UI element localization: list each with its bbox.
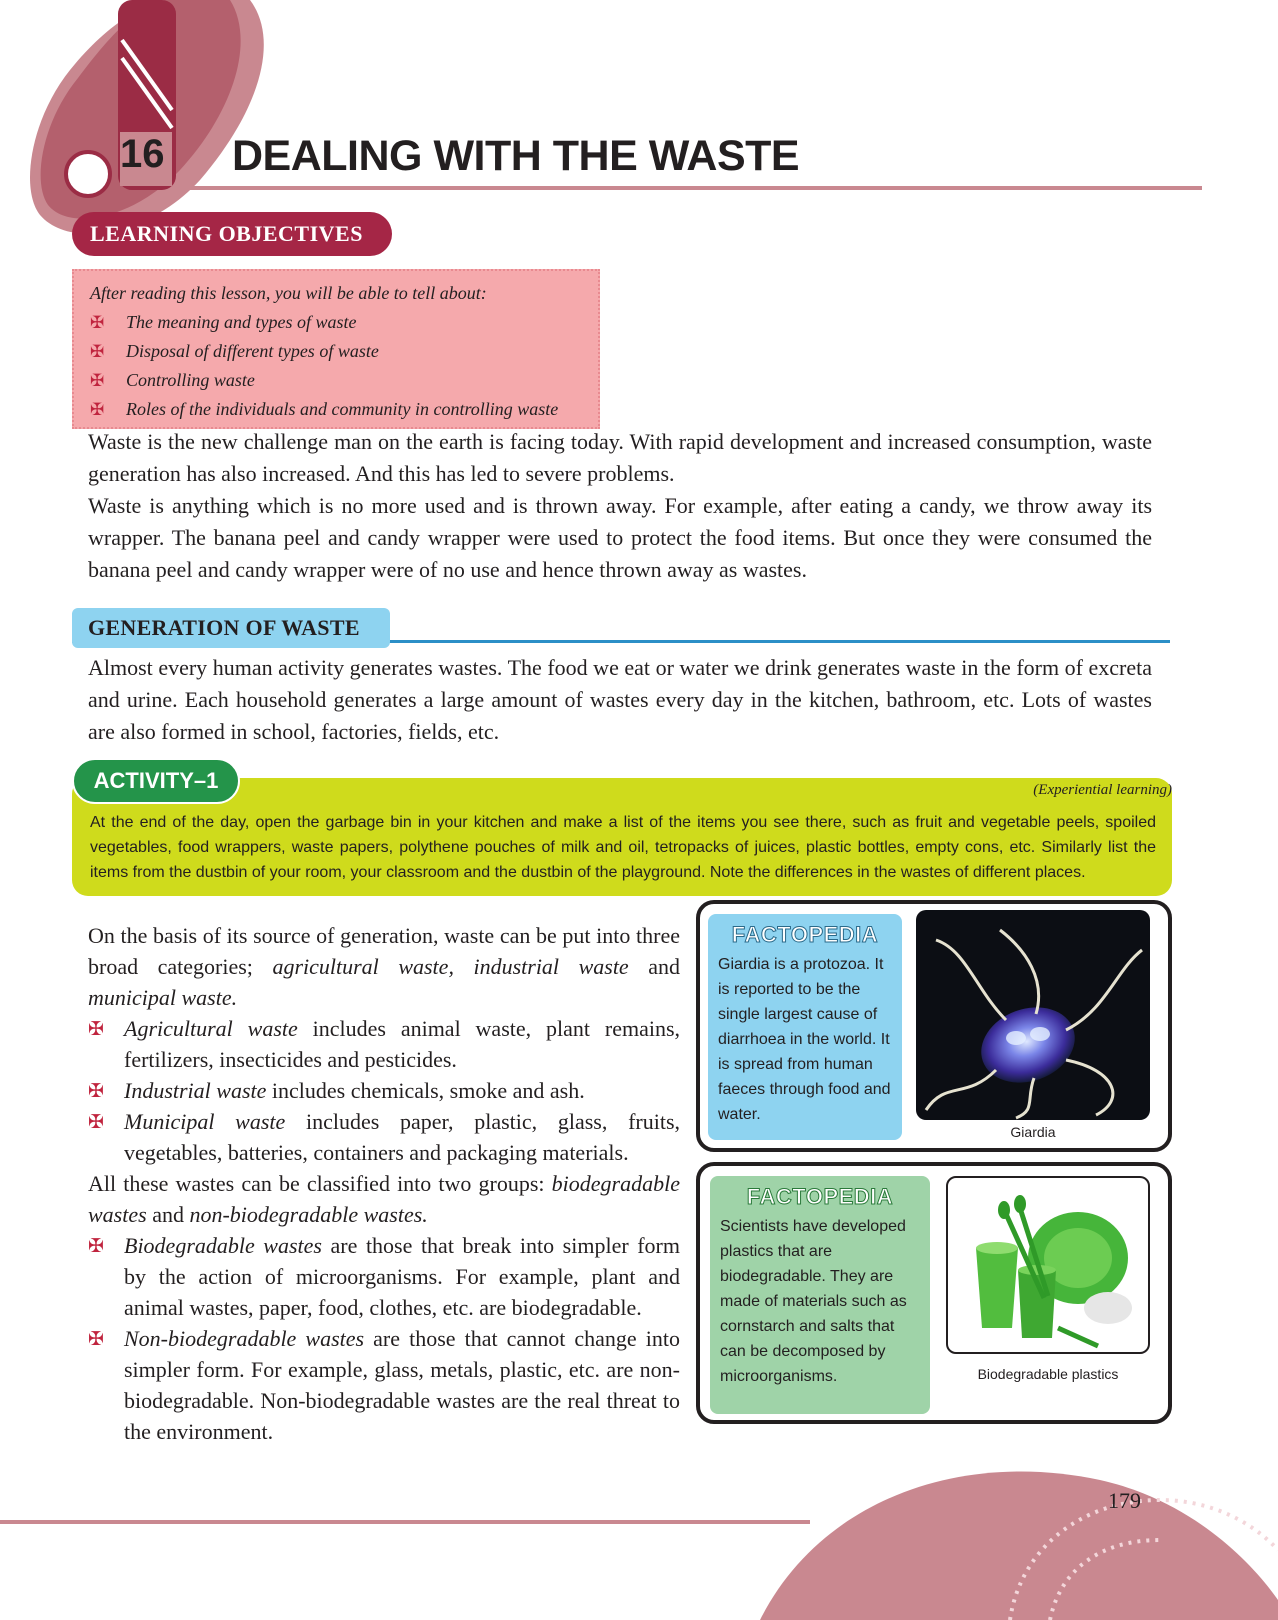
- plastics-caption: Biodegradable plastics: [977, 1366, 1119, 1382]
- intro-paragraph: Waste is the new challenge man on the earth is facing today. With rapid development and increased consumption, waste generation has also increased. And this has led to severe problems. Waste is anything which is no more used and is thrown away. For example, after eating a candy, we throw away its wrapper. The banana peel and candy wrapper were used to protect the food items. But once they were consumed the banana peel and candy wrapper were of no use and hence thrown away as wastes.: [88, 429, 1152, 582]
- cross-bullet-icon: ✠: [90, 400, 105, 419]
- learning-objectives-list: [90, 308, 582, 424]
- list-item: ✠ The meaning and types of waste: [90, 308, 582, 337]
- list-item: ✠ Roles of the individuals and community in controlling waste: [90, 395, 582, 424]
- giardia-caption: Giardia: [1010, 1124, 1056, 1140]
- cross-bullet-icon: ✠: [88, 1236, 104, 1257]
- categories-intro: On the basis of its source of generation, waste can be put into three broad categories; agricultural waste, industrial waste and municipal waste.: [88, 923, 681, 1010]
- factopedia-text: Giardia is a protozoa. It is reported to be the single largest cause of diarrhoea in the world. It is spread from human faeces through food and water.: [718, 956, 891, 1123]
- footer-decoration: [0, 1460, 1278, 1620]
- factopedia-text: Scientists have developed plastics that are biodegradable. They are made of materials such as cornstarch and salts that can be decomposed by microorganisms.: [720, 1218, 907, 1385]
- generation-paragraph: Almost every human activity generates wastes. The food we eat or water we drink generates waste in the form of excreta and urine. Each household generates a large amount of wastes every day in the kitchen, bathroom, etc. Lots of wastes are also formed in school, factories, fields, etc.: [88, 655, 1152, 744]
- learning-objectives-box: [72, 269, 600, 429]
- learning-objectives-intro: After reading this lesson, you will be able to tell about:: [90, 283, 487, 303]
- list-item: ✠ Disposal of different types of waste: [90, 337, 582, 366]
- cross-bullet-icon: ✠: [88, 1081, 104, 1102]
- section-heading-generation: GENERATION OF WASTE: [72, 608, 390, 648]
- plastics-illustration: [948, 1178, 1148, 1352]
- list-item: ✠ Controlling waste: [90, 366, 582, 395]
- list-item: ✠ Biodegradable wastes are those that break into simpler form by the action of microorganisms. For example, plant and animal wastes, paper, food, clothes, etc. are biodegradable.: [88, 1233, 680, 1320]
- cross-bullet-icon: ✠: [90, 313, 105, 332]
- cross-bullet-icon: ✠: [88, 1112, 104, 1133]
- activity-text: At the end of the day, open the garbage bin in your kitchen and make a list of the items you see there, such as fruit and vegetable peels, spoiled vegetables, food wrappers, waste papers, polythene pouches of milk and oil, tetropacks of juices, plastic bottles, empty cons, etc. Similarly list the items from the dustbin of your room, your classroom and the dustbin of the playground. Note the differences in the wastes of different places.: [90, 814, 1156, 881]
- list-item: ✠ Municipal waste includes paper, plastic, glass, fruits, vegetables, batteries, containers and packaging materials.: [88, 1109, 681, 1165]
- factopedia-plastics: [710, 1176, 930, 1414]
- chapter-number: 16: [120, 132, 165, 176]
- cross-bullet-icon: ✠: [88, 1329, 104, 1350]
- list-item: ✠ Non-biodegradable wastes are those that cannot change into simpler form. For example, glass, metals, plastic, etc. are non-biodegradable. Non-biodegradable wastes are the real threat to the environment.: [88, 1326, 680, 1444]
- list-item: ✠ Industrial waste includes chemicals, smoke and ash.: [88, 1075, 680, 1106]
- factopedia-giardia: [708, 914, 902, 1140]
- cross-bullet-icon: ✠: [88, 1019, 104, 1040]
- factopedia-title: FACTOPEDIA: [731, 922, 879, 947]
- list-item: ✠ Agricultural waste includes animal waste, plant remains, fertilizers, insecticides and pesticides.: [88, 1016, 681, 1072]
- cross-bullet-icon: ✠: [90, 371, 105, 390]
- chapter-title: DEALING WITH THE WASTE: [232, 132, 800, 180]
- groups-intro: All these wastes can be classified into two groups: biodegradable wastes and non-biodegradable wastes.: [88, 1171, 680, 1227]
- learning-objectives-label: LEARNING OBJECTIVES: [72, 212, 392, 256]
- factopedia-title: FACTOPEDIA: [746, 1184, 894, 1209]
- page-number: 179: [1108, 1488, 1141, 1513]
- waste-categories-section: [88, 920, 680, 1447]
- giardia-illustration: [916, 910, 1150, 1120]
- cross-bullet-icon: ✠: [90, 342, 105, 361]
- activity-label: ACTIVITY–1: [72, 758, 240, 804]
- giardia-image: [916, 910, 1150, 1120]
- activity-tag: (Experiential learning): [1033, 782, 1172, 798]
- biodegradable-plastics-image: [946, 1176, 1150, 1354]
